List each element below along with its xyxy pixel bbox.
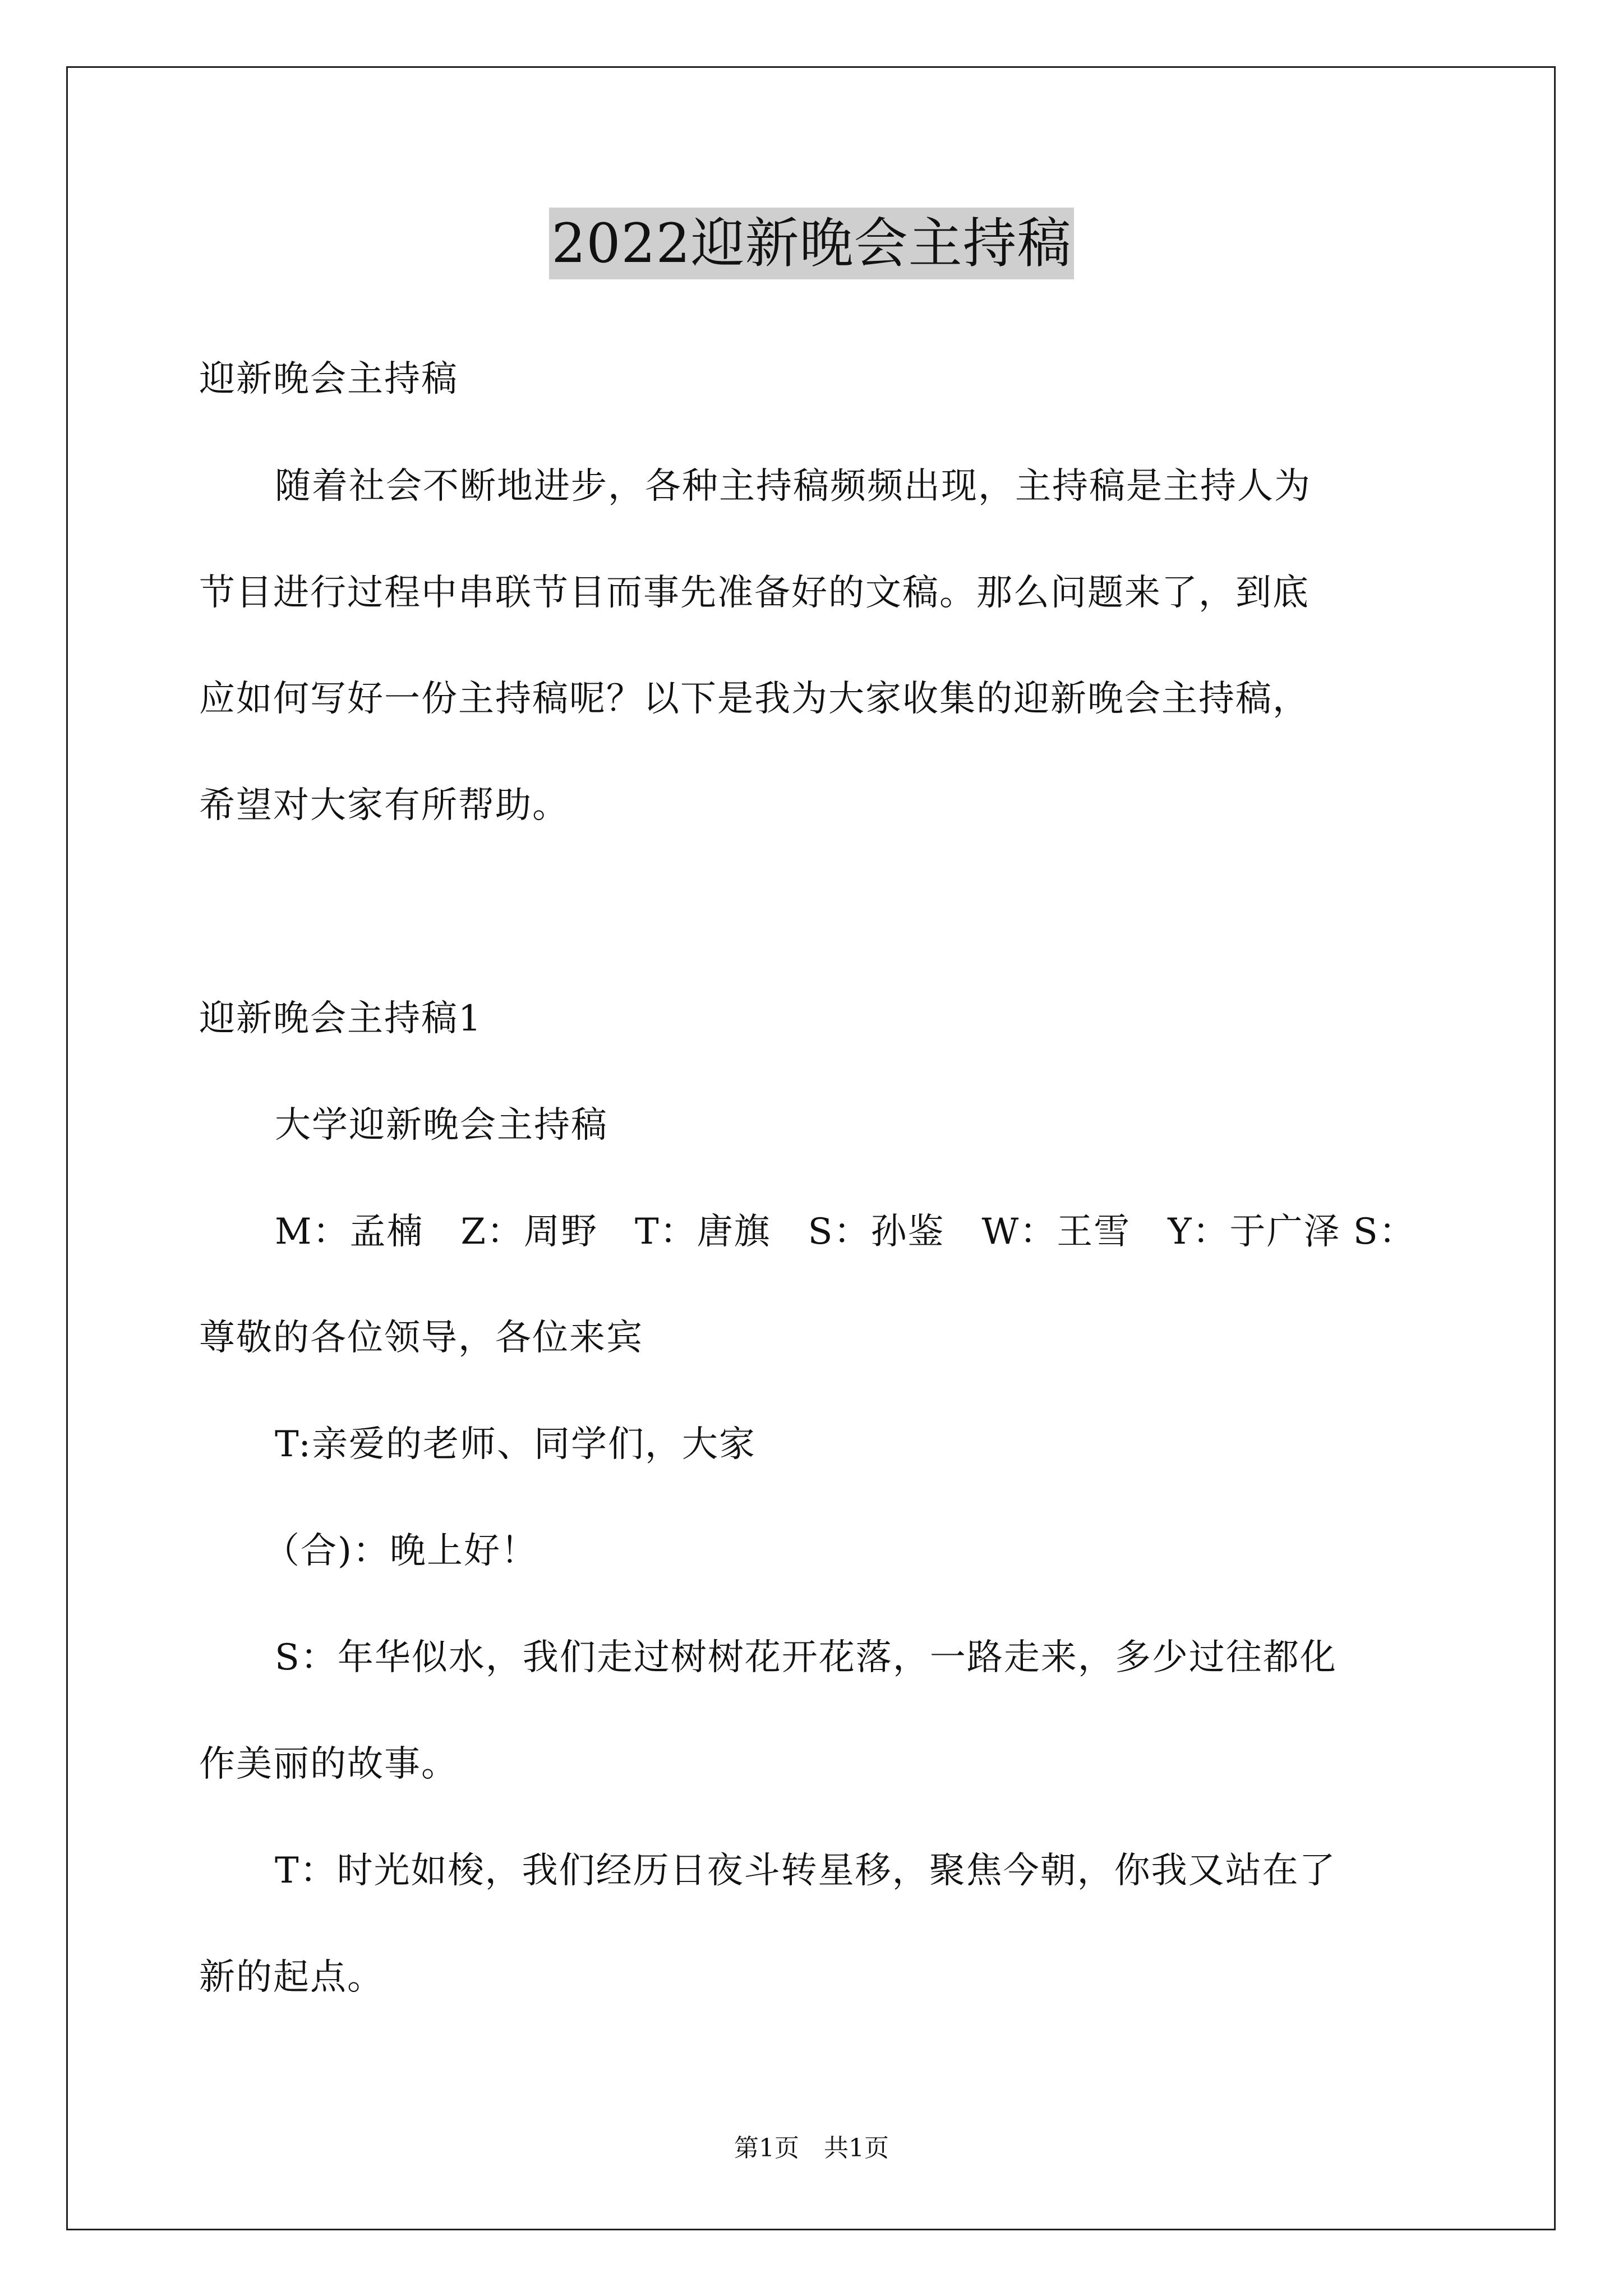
s-paragraph-line-1: S：年华似水，我们走过树树花开花落，一路走来，多少过往都化 [275, 1637, 1337, 1678]
s-paragraph-line-2: 作美丽的故事。 [199, 1743, 458, 1785]
intro-line-3: 应如何写好一份主持稿呢？以下是我为大家收集的迎新晚会主持稿， [199, 678, 1310, 720]
intro-line-4: 希望对大家有所帮助。 [199, 785, 569, 826]
title-container [0, 208, 1623, 279]
page-footer: 第1页 共1页 [734, 2134, 889, 2162]
t-greeting-line: T:亲爱的老师、同学们，大家 [275, 1424, 756, 1465]
t-paragraph-line-2: 新的起点。 [199, 1957, 384, 1998]
chorus-line: （合)：晚上好！ [264, 1530, 538, 1572]
section-heading: 迎新晚会主持稿1 [199, 998, 482, 1039]
t-paragraph-line-1: T：时光如梭，我们经历日夜斗转星移，聚焦今朝，你我又站在了 [275, 1850, 1336, 1892]
document-title: 2022迎新晚会主持稿 [549, 208, 1073, 279]
intro-line-1: 随着社会不断地进步，各种主持稿频频出现，主持稿是主持人为 [275, 466, 1311, 507]
cast-line: M：孟楠 Z：周野 T：唐旗 S：孙鉴 W：王雪 Y：于广泽 S： [275, 1211, 1416, 1253]
document-subtitle: 迎新晚会主持稿 [199, 358, 458, 400]
intro-line-2: 节目进行过程中串联节目而事先准备好的文稿。那么问题来了，到底 [199, 572, 1310, 614]
cast-line-continued: 尊敬的各位领导，各位来宾 [199, 1317, 643, 1359]
section-subtitle: 大学迎新晚会主持稿 [275, 1105, 608, 1146]
